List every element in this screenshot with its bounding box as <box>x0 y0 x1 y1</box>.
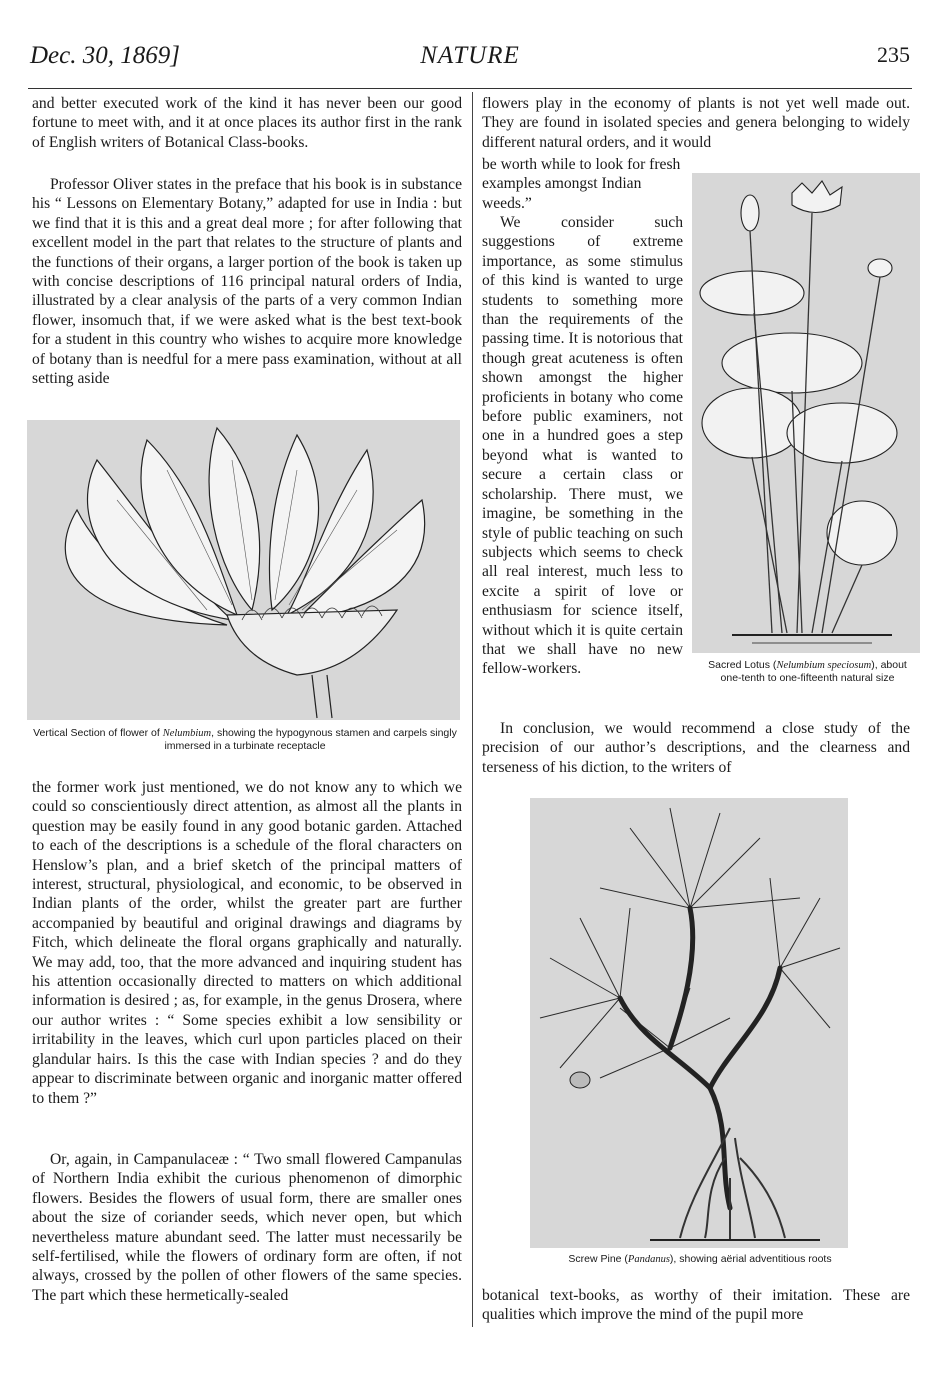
figure-sacred-lotus <box>692 173 920 653</box>
page-number: 235 <box>877 42 910 67</box>
left-paragraph-1: and better executed work of the kind it has never been our good fortune to meet with, and it at once places its author first in the rank of English writers of Botanical Class-books. <box>32 95 462 151</box>
issue-date: Dec. 30, 1869] <box>30 42 180 69</box>
figure-lotus-section-caption: Vertical Section of flower of Nelumbium, showing the hypogynous stamen and carpels singly immersed in a turbinate receptacle <box>33 727 457 752</box>
right-paragraph-1: flowers play in the economy of plants is not yet well made out. They are found in isolated species and genera belonging to widely different natural orders, and it would <box>482 95 910 151</box>
journal-title: NATURE <box>420 42 520 69</box>
left-paragraph-2: Professor Oliver states in the preface that his book is in substance his “ Lessons on Elementary Botany,” adapted for use in India : but we find that it is this and a great deal more ; for after following that excellent model in the part that relates to the structure of plants and the functions of their organs, a larger portion of the book is taken up with concise descriptions of 116 principal natural orders of India, illustrated by a clear analysis of the parts of a very common Indian flower, insomuch that, if we were asked what is the best text-book for a student in this country who wishes to acquire more knowledge of botany than is needful for a mere pass examination, without at all setting aside <box>32 176 462 388</box>
sacred-lotus-drawing <box>692 173 920 653</box>
figure-lotus-section <box>27 420 460 720</box>
right-paragraph-4: botanical text-books, as worthy of their imitation. These are qualities which improve the mind of the pupil more <box>482 1287 910 1324</box>
right-paragraph-3: In conclusion, we would recommend a close study of the precision of our author’s descriptions, and the clearness and terseness of his diction, to the writers of <box>482 720 910 776</box>
right-paragraph-2: We consider such suggestions of extreme importance, as some stimulus of this kind is wanted to urge students to something more than the requirements of the passing time. It is notorious that though great acuteness is often shown amongst the higher proficients in botany who come before public examiners, not one in a hundred goes a step beyond what is wanted to secure a certain class or scholarship. There must, we imagine, be something in the style of public teaching on such subjects which seems to check all real interest, much less to excite a spirit of love or enthusiasm for science itself, without which it is quite certain that we shall have no new fellow-workers. <box>482 214 683 678</box>
column-divider <box>472 92 473 1327</box>
left-paragraph-3: the former work just mentioned, we do not know any to which we could so conscientiously direct attention, as almost all the plants in question may be easily found in any good botanic garden. Attached to each of the descriptions is a schedule of the floral characters on Henslow’s plan, and a brief sketch of the principal matters of interest, structural, physiological, and economic, to be observed in Indian plants of the order, whilst the greater part are further accompanied by beautiful and original drawings and diagrams by Fitch, which delineate the floral organs graphically and naturally. We may add, too, that the more advanced and inquiring student has his attention occasionally directed to matters on which additional information is desired ; as, for example, in the genus Drosera, where our author writes : “ Some species exhibit a low sensibility or irritability in the leaves, which curl upon particles placed on their glandular hairs. Is this the case with Indian species ? and do they appear to discriminate between organic and inorganic matter offered to them ?” <box>32 779 462 1107</box>
figure-screw-pine-caption: Screw Pine (Pandanus), showing aërial adventitious roots <box>568 1253 832 1265</box>
left-paragraph-4: Or, again, in Campanulaceæ : “ Two small flowered Campanulas of Northern India exhibit the curious phenomenon of dimorphic flowers. Besides the flowers of usual form, there are smaller ones about the size of coriander seeds, which never open, but which nevertheless mature abundant seed. The latter must necessarily be self-fertilised, while the flowers of ordinary form are often, if not always, crossed by the pollen of other flowers of the same species. The part which these hermetically-sealed <box>32 1151 462 1304</box>
lotus-section-drawing <box>27 420 460 720</box>
figure-sacred-lotus-caption: Sacred Lotus (Nelumbium speciosum), about one-tenth to one-fifteenth natural size <box>708 659 907 684</box>
screw-pine-drawing <box>530 798 848 1248</box>
page-header <box>30 42 910 82</box>
right-paragraph-1-cont: be worth while to look for fresh examples amongst Indian weeds.” <box>482 156 681 212</box>
header-rule <box>28 88 912 89</box>
figure-screw-pine <box>530 798 848 1248</box>
